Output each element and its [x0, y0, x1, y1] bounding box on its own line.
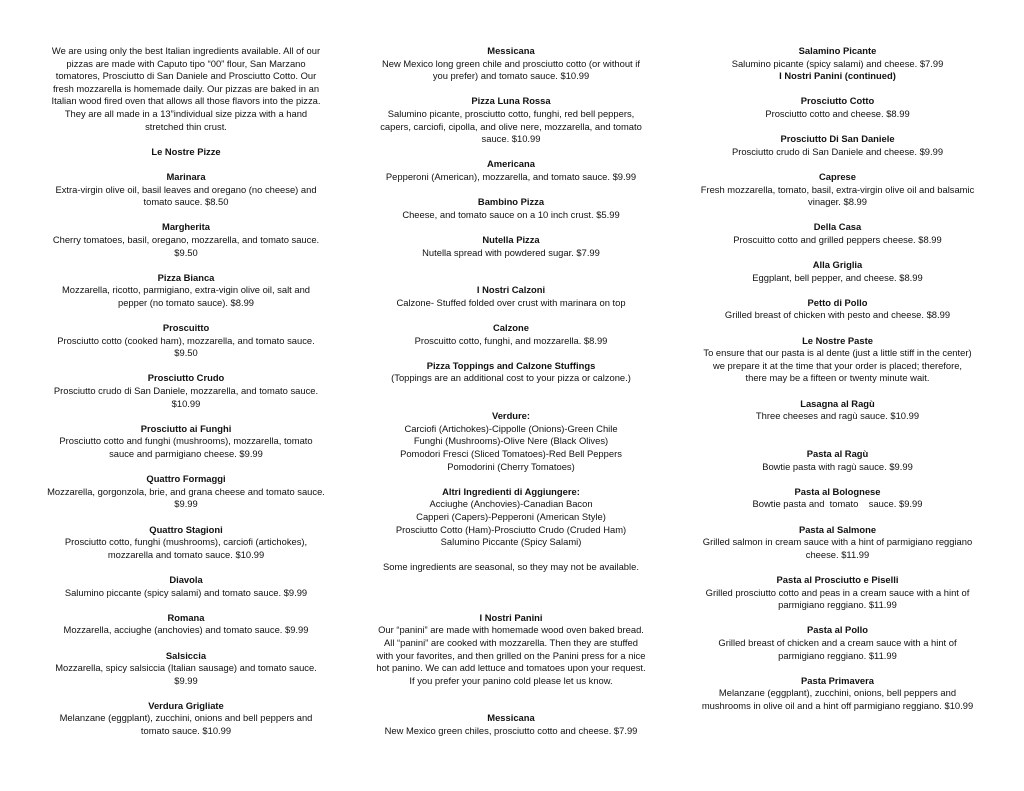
intro-line: there may be a fifteen or twenty minute wait. — [745, 372, 930, 384]
item-desc: Three cheeses and ragù sauce. $10.99 — [755, 410, 920, 422]
item-name: Prosciutto Crudo — [147, 372, 225, 384]
item-desc: $9.50 — [174, 347, 198, 359]
item-name: Pasta al Ragù — [806, 448, 869, 459]
item-name: Messicana — [487, 45, 535, 56]
item-desc: Eggplant, bell pepper, and cheese. $8.99 — [752, 271, 923, 283]
item-name: Pizza Bianca — [157, 271, 215, 283]
intro-line: with your favorites, and then grilled on the Panini press for a nice — [376, 649, 646, 661]
menu-item — [373, 196, 649, 221]
topping-line: Acciughe (Anchovies)-Canadian Bacon — [429, 498, 593, 510]
section-title: I Nostri Panini — [479, 611, 543, 623]
item-name: Marinara — [166, 170, 206, 182]
menu-item — [44, 322, 328, 360]
menu-item — [373, 158, 649, 183]
item-desc: Prosciutto crudo di San Daniele and cheese. $9.99 — [731, 145, 944, 157]
menu-item — [44, 574, 328, 599]
item-desc: sauce and parmigiano cheese. $9.99 — [109, 448, 263, 459]
column-pizzas-calzoni — [373, 45, 649, 738]
subsection-title: Altri Ingredienti di Aggiungere: — [442, 485, 580, 497]
intro-line: All “panini” are cooked with mozzarella. Then they are stuffed — [384, 636, 638, 648]
item-desc: Cheese, and tomato sauce on a 10 inch crust. $5.99 — [402, 208, 620, 220]
menu-item — [44, 612, 328, 637]
item-name: Bambino Pizza — [477, 196, 545, 208]
seasonal-note: Some ingredients are seasonal, so they may not be available. — [383, 561, 639, 573]
intro-line: we prepare it at the time that your order is placed; therefore, — [712, 359, 963, 371]
item-name: Salamino Picante — [798, 45, 877, 56]
item-name: Calzone — [493, 322, 529, 334]
item-desc: sauce. $10.99 — [481, 133, 541, 145]
intro-line: Our “panini” are made with homemade wood oven baked bread. — [378, 624, 644, 636]
item-desc: Salumino picante (spicy salami) and cheese. $7.99 — [731, 57, 944, 69]
menu-item — [373, 712, 649, 737]
section-desc: Calzone- Stuffed folded over crust with marinara on top — [396, 296, 626, 308]
item-name: Margherita — [162, 221, 210, 233]
intro-line: stretched thin crust. — [145, 120, 227, 132]
intro-line: To ensure that our pasta is al dente (just a little stiff in the center) — [703, 347, 972, 359]
item-name: Pizza Luna Rossa — [471, 95, 551, 107]
menu-item — [695, 45, 980, 70]
item-name: Verdura Grigliate — [148, 699, 224, 711]
item-desc: Grilled salmon in cream sauce with a hint of parmigiano reggiano — [702, 536, 973, 548]
item-name: Pasta al Prosciutto e Piselli — [776, 573, 899, 585]
item-desc: Prosciutto cotto, funghi (mushrooms), carciofi (artichokes), — [64, 536, 308, 548]
item-desc: Proscuitto cotto and grilled peppers cheese. $8.99 — [733, 233, 942, 245]
menu-item — [44, 473, 328, 511]
item-name: Petto di Pollo — [807, 296, 868, 308]
topping-line: Capperi (Capers)-Pepperoni (American Style) — [416, 510, 606, 522]
item-desc: Pepperoni (American), mozzarella, and tomato sauce. $9.99 — [385, 170, 637, 182]
item-desc: Melanzane (eggplant), zucchini, onions and bell peppers and — [59, 712, 313, 724]
item-desc: New Mexico green chiles, prosciutto cotto and cheese. $7.99 — [384, 725, 638, 737]
item-desc: vinager. $8.99 — [808, 196, 867, 208]
item-desc: Bowtie pasta and tomato sauce. $9.99 — [752, 498, 923, 510]
item-desc: Mozzarella, gorgonzola, brie, and grana cheese and tomato sauce. — [47, 485, 325, 497]
item-name: Pasta Primavera — [801, 674, 874, 686]
item-desc: $9.99 — [174, 674, 198, 686]
item-name: Romana — [167, 611, 205, 623]
item-name: Alla Griglia — [812, 259, 863, 271]
column-pizzas — [44, 45, 328, 738]
item-desc: pepper (no tomato sauce). $8.99 — [117, 296, 255, 308]
menu-item — [695, 221, 980, 246]
menu-item — [44, 650, 328, 688]
item-name: Lasagna al Ragù — [800, 397, 875, 409]
item-desc: $10.99 — [171, 397, 201, 409]
item-desc: Grilled prosciutto cotto and peas in a cream sauce with a hint of — [705, 586, 970, 598]
item-desc: tomato sauce. $8.50 — [143, 196, 229, 208]
item-name: Della Casa — [813, 221, 862, 233]
section-title: Pizza Toppings and Calzone Stuffings — [426, 359, 596, 371]
item-desc: you prefer) and tomato sauce. $10.99 — [432, 70, 590, 82]
item-name: Pasta al Bolognese — [794, 485, 881, 497]
menu-item — [695, 574, 980, 612]
item-name: Nutella Pizza — [482, 233, 540, 245]
item-name: Pasta al Pollo — [807, 624, 868, 636]
intro-line: hot panino. We can add lettuce and tomatoes upon your request. — [376, 662, 646, 674]
item-name: Americana — [487, 158, 535, 170]
column-panini-paste — [695, 45, 980, 712]
item-desc: cheese. $11.99 — [805, 548, 870, 560]
item-desc: parmigiano reggiano. $11.99 — [778, 649, 897, 661]
menu-item — [44, 272, 328, 310]
menu-item — [695, 133, 980, 158]
topping-line: Funghi (Mushrooms)-Olive Nere (Black Olives) — [413, 435, 609, 447]
item-name: Caprese — [818, 170, 856, 182]
topping-line: Salumino Piccante (Spicy Salami) — [440, 536, 582, 548]
menu-item — [695, 675, 980, 713]
menu-item — [44, 171, 328, 209]
menu-item — [695, 624, 980, 662]
menu-item — [695, 259, 980, 284]
item-desc: Melanzane (eggplant), zucchini, onions, bell peppers and — [718, 687, 957, 699]
item-desc: Prosciutto cotto (cooked ham), mozzarella, and tomato sauce. — [57, 334, 315, 346]
menu-item — [695, 398, 980, 423]
menu-item — [373, 45, 649, 83]
menu-item — [44, 372, 328, 410]
item-desc: mozzarella and tomato sauce. $10.99 — [107, 548, 265, 560]
section-title: Le Nostre Pizze — [151, 145, 221, 157]
item-desc: Proscuitto cotto, funghi, and mozzarella. $8.99 — [414, 334, 608, 346]
item-desc: tomato sauce. $10.99 — [140, 725, 232, 737]
item-desc: Salumino piccante (spicy salami) and tomato sauce. $9.99 — [64, 586, 308, 598]
menu-item — [695, 171, 980, 209]
menu-item — [695, 297, 980, 322]
item-desc: capers, carciofi, cipolla, and olive nere, mozzarella, and tomato — [380, 120, 642, 132]
item-desc: Nutella spread with powdered sugar. $7.99 — [422, 246, 600, 258]
intro-line: pizzas are made with Caputo tipo “00” flour, San Marzano — [66, 57, 306, 69]
item-desc: Prosciutto crudo di San Daniele, mozzarella, and tomato sauce. — [53, 385, 319, 397]
item-desc: Mozzarella, ricotto, parmigiano, extra-vigin olive oil, salt and — [61, 284, 311, 296]
intro-line: Italian wood fired oven that allows all those flavors into the pizza. — [51, 95, 321, 107]
topping-line: Pomodorini (Cherry Tomatoes) — [447, 460, 575, 472]
section-title: Le Nostre Paste — [802, 334, 873, 346]
intro-line: We are using only the best Italian ingredients available. All of our — [51, 45, 321, 56]
topping-line: Carciofi (Artichokes)-Cippolle (Onions)-Green Chile — [404, 422, 618, 434]
menu-item — [44, 700, 328, 738]
item-desc: Mozzarella, spicy salsiccia (Italian sausage) and tomato sauce. — [55, 662, 317, 674]
item-desc: Bowtie pasta with ragù sauce. $9.99 — [762, 460, 913, 472]
menu-item — [695, 486, 980, 511]
menu-item — [373, 234, 649, 259]
item-desc: Cherry tomatoes, basil, oregano, mozzarella, and tomato sauce. — [52, 233, 320, 245]
item-name: Prosciutto ai Funghi — [140, 422, 232, 434]
item-desc: Grilled breast of chicken and a cream sauce with a hint of — [718, 636, 957, 648]
intro-line: tomatores, Prosciutto di San Daniele and Prosciutto Cotto. Our — [55, 70, 317, 82]
item-desc: Fresh mozzarella, tomato, basil, extra-virgin olive oil and balsamic — [700, 183, 975, 195]
menu-item — [44, 221, 328, 259]
intro-paragraph — [44, 45, 328, 133]
item-name: Quattro Formaggi — [146, 473, 226, 485]
topping-line: Prosciutto Cotto (Ham)-Prosciutto Crudo (Cruded Ham) — [395, 523, 627, 535]
section-title: I Nostri Panini (continued) — [779, 70, 896, 82]
item-desc: mushrooms in olive oil and a hint off parmigiano reggiano. $10.99 — [701, 699, 974, 711]
section-note: (Toppings are an additional cost to your pizza or calzone.) — [391, 372, 631, 384]
item-name: Prosciutto Cotto — [800, 95, 875, 107]
item-desc: parmigiano reggiano. $11.99 — [778, 599, 897, 611]
menu-item — [695, 448, 980, 473]
menu-item — [373, 322, 649, 347]
menu-item — [44, 524, 328, 562]
menu-item — [695, 95, 980, 120]
intro-line: They are all made in a 13”individual size pizza with a hand — [64, 107, 308, 119]
item-desc: Mozzarella, acciughe (anchovies) and tomato sauce. $9.99 — [63, 624, 309, 636]
menu-item — [373, 95, 649, 145]
section-title: I Nostri Calzoni — [476, 284, 546, 296]
item-desc: $9.50 — [174, 246, 198, 258]
item-name: Diavola — [169, 573, 203, 585]
intro-line: If you prefer your panino cold please let us know. — [409, 674, 613, 686]
menu-item — [44, 423, 328, 461]
item-desc: Grilled breast of chicken with pesto and cheese. $8.99 — [724, 309, 951, 321]
topping-line: Pomodori Fresci (Sliced Tomatoes)-Red Bell Peppers — [400, 448, 622, 459]
subsection-title: Verdure: — [491, 410, 531, 422]
intro-line: fresh mozzarella is homemade daily. Our pizzas are baked in an — [52, 82, 320, 94]
item-desc: Prosciutto cotto and cheese. $8.99 — [765, 107, 910, 119]
item-desc: Extra-virgin olive oil, basil leaves and oregano (no cheese) and — [55, 183, 317, 195]
item-desc: Prosciutto cotto and funghi (mushrooms), mozzarella, tomato — [59, 435, 313, 447]
item-desc: Salumino picante, prosciutto cotto, funghi, red bell peppers, — [387, 107, 635, 119]
item-name: Pasta al Salmone — [798, 523, 877, 535]
item-desc: $9.99 — [174, 498, 198, 510]
item-name: Messicana — [487, 712, 535, 724]
item-name: Quattro Stagioni — [149, 523, 223, 535]
menu-item — [695, 524, 980, 562]
item-name: Salsiccia — [165, 649, 207, 661]
item-desc: New Mexico long green chile and prosciutto cotto (or without if — [382, 57, 640, 69]
item-name: Proscuitto — [162, 322, 210, 334]
item-name: Prosciutto Di San Daniele — [780, 133, 895, 145]
